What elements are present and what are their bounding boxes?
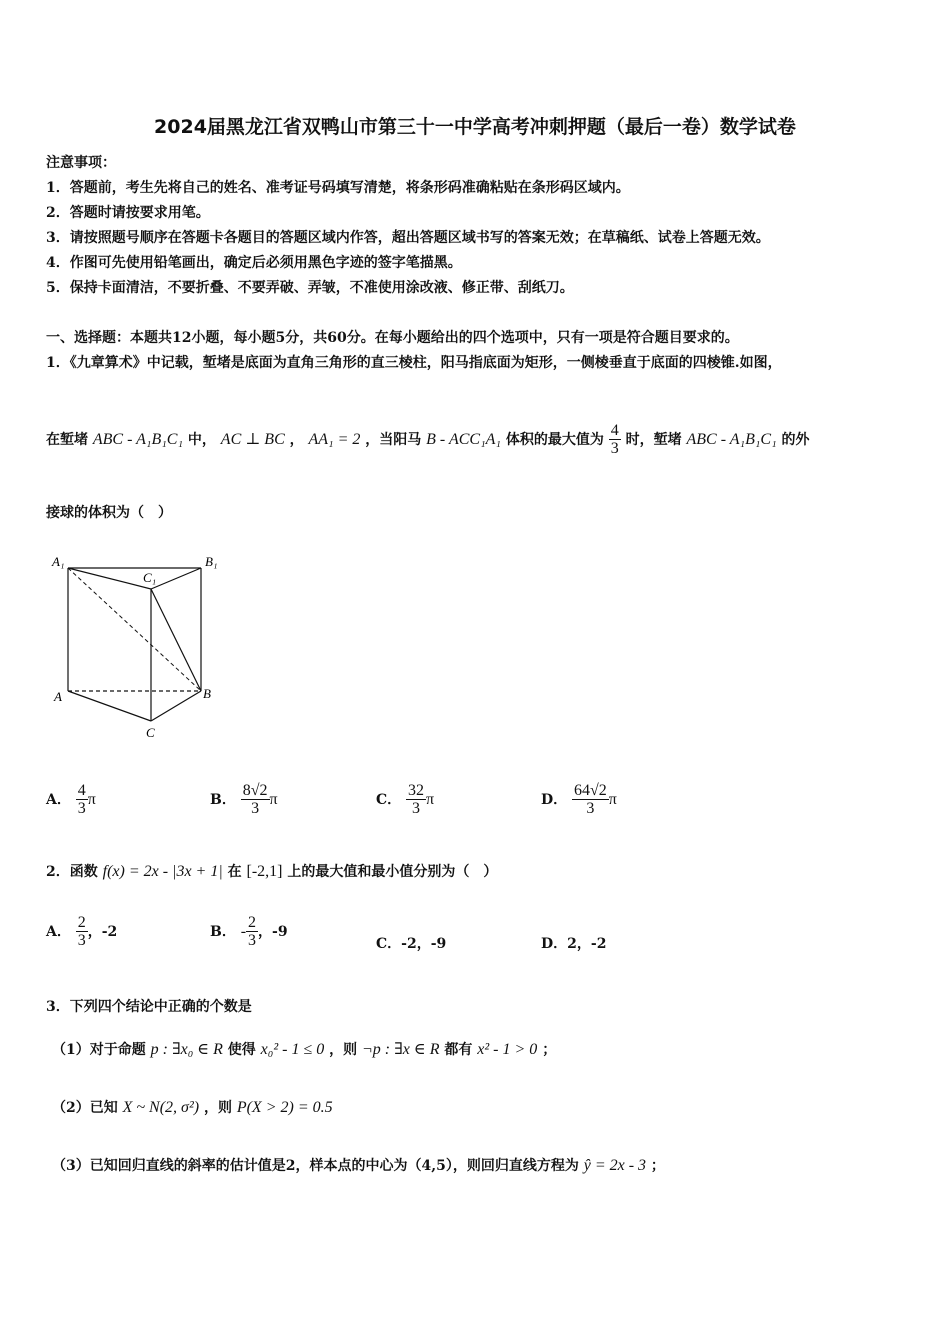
pi-symbol: π	[608, 791, 617, 808]
q1-option-b[interactable]	[210, 776, 278, 824]
label-b1: B₁	[205, 554, 218, 569]
notice-item: 2．答题时请按要求用笔。	[46, 205, 210, 221]
q2-text: 2．函数	[46, 864, 98, 880]
pi-symbol: π	[87, 791, 96, 808]
q2-stem	[46, 852, 497, 892]
label-a1: A₁	[52, 554, 65, 569]
label-b: B	[203, 686, 211, 701]
edge-cb	[151, 691, 201, 721]
option-den: 3	[248, 932, 257, 949]
q3-text: ；	[650, 1158, 665, 1174]
q3-math: x₀² - 1 ≤ 0	[260, 1041, 325, 1058]
q1-option-a[interactable]	[46, 776, 96, 824]
option-num: 32	[408, 782, 425, 799]
label-a: A	[54, 689, 62, 704]
option-rest: ，-2	[87, 924, 118, 940]
diag-a1b-hidden	[68, 568, 201, 691]
option-num: 8√2	[242, 782, 268, 799]
q3-math: P(X > 2) = 0.5	[236, 1099, 333, 1116]
q2-option-d[interactable]: D．2，-2	[541, 936, 607, 952]
edge-ac	[68, 691, 151, 721]
q1-text: 中，	[187, 432, 216, 448]
page-title: 2024届黑龙江省双鸭山市第三十一中学高考冲刺押题（最后一卷）数学试卷	[154, 116, 796, 138]
pi-symbol: π	[269, 791, 278, 808]
option-den: 3	[77, 800, 86, 817]
option-letter: A．	[46, 792, 71, 808]
edge-c1b1	[151, 568, 201, 589]
q1-math-prism-2: ABC - A₁B₁C₁	[686, 431, 777, 448]
q2-text: 上的最大值和最小值分别为（ ）	[287, 864, 498, 880]
option-letter: D．	[541, 792, 568, 808]
notice-item: 3．请按照题号顺序在答题卡各题目的答题区域内作答，超出答题区域书写的答案无效；在草稿纸、试卷上答题无效。	[46, 230, 770, 246]
pi-symbol: π	[426, 791, 435, 808]
option-fraction	[246, 915, 258, 949]
q3-math: p : ∃x₀ ∈ R	[150, 1041, 223, 1058]
q3-stem: 3．下列四个结论中正确的个数是	[46, 999, 252, 1015]
edge-a1c1	[68, 568, 151, 589]
q3-statement-2	[52, 1090, 333, 1126]
q1-fraction-num: 4	[610, 422, 619, 439]
q2-option-c[interactable]: C．-2，-9	[376, 936, 447, 952]
q3-text: 使得	[227, 1042, 256, 1058]
q1-text: 的外	[781, 432, 810, 448]
label-c: C	[146, 725, 155, 740]
q2-math-interval: [-2,1]	[246, 863, 283, 880]
q1-text: ，	[289, 432, 304, 448]
option-den: 3	[586, 800, 595, 817]
q3-math: ¬p : ∃x ∈ R	[362, 1041, 440, 1058]
option-den: 3	[412, 800, 421, 817]
q1-math-prism: ABC - A₁B₁C₁	[92, 431, 184, 448]
option-letter: C．	[376, 792, 402, 808]
q1-text: 在堑堵	[46, 432, 88, 448]
option-den: 3	[251, 800, 260, 817]
option-letter: A．	[46, 924, 71, 940]
q3-math: x² - 1 > 0	[477, 1041, 538, 1058]
q3-math: ŷ = 2x - 3	[583, 1157, 647, 1174]
q1-math-pyramid: B - ACC₁A₁	[426, 431, 501, 448]
option-fraction	[76, 783, 88, 817]
option-rest: ，-9	[258, 924, 288, 940]
notice-item: 5．保持卡面清洁，不要折叠、不要弄破、弄皱，不准使用涂改液、修正带、刮纸刀。	[46, 280, 574, 296]
option-letter: B．	[210, 792, 236, 808]
option-sign: -	[240, 923, 247, 940]
q3-statement-1	[52, 1032, 556, 1068]
option-num: 2	[248, 914, 257, 931]
label-c1: C₁	[143, 570, 157, 585]
notice-item: 1．答题前，考生先将自己的姓名、准考证号码填写清楚，将条形码准确粘贴在条形码区域内。	[46, 180, 630, 196]
notice-heading: 注意事项：	[46, 155, 116, 171]
section-heading: 一、选择题：本题共12小题，每小题5分，共60分。在每小题给出的四个选项中，只有一项是符合题目要求的。	[46, 330, 739, 346]
q2-math-function: f(x) = 2x - |3x + 1|	[102, 863, 223, 880]
q1-text: 时，堑堵	[625, 432, 682, 448]
option-fraction	[241, 783, 270, 817]
q3-text: （1）对于命题	[52, 1042, 146, 1058]
q1-fraction-den: 3	[610, 440, 619, 457]
option-num: 4	[77, 782, 86, 799]
q3-text: ，则	[329, 1042, 358, 1058]
option-num: 2	[77, 914, 86, 931]
q3-text: （2）已知	[52, 1100, 118, 1116]
q3-statement-3	[52, 1148, 665, 1184]
q3-math: X ~ N(2, σ²)	[122, 1099, 200, 1116]
q1-stem: 1．《九章算术》中记载，堑堵是底面为直角三角形的直三棱柱，阳马指底面为矩形，一侧棱垂直于底面的四棱锥.如图，	[46, 355, 782, 371]
q2-text: 在	[227, 864, 242, 880]
option-den: 3	[77, 932, 86, 949]
q1-stem-end: 接球的体积为（ ）	[46, 505, 172, 521]
option-num: 64√2	[574, 782, 607, 799]
q1-text: ，当阳马	[365, 432, 422, 448]
option-fraction	[76, 915, 88, 949]
option-fraction	[572, 783, 609, 817]
prism-figure	[44, 548, 234, 748]
q1-option-c[interactable]	[376, 776, 434, 824]
q1-text: 体积的最大值为	[505, 432, 604, 448]
q1-math-perp: AC ⊥ BC	[220, 431, 285, 448]
notice-item: 4．作图可先使用铅笔画出，确定后必须用黑色字迹的签字笔描黑。	[46, 255, 462, 271]
diag-c1b	[151, 589, 201, 691]
q2-option-a[interactable]	[46, 908, 117, 956]
q1-math-aa1: AA₁ = 2	[308, 431, 361, 448]
option-letter: B．	[210, 924, 236, 940]
q3-text: （3）已知回归直线的斜率的估计值是2，样本点的中心为（4,5），则回归直线方程为	[52, 1158, 579, 1174]
q3-text: ，则	[203, 1100, 232, 1116]
q2-option-b[interactable]	[210, 908, 288, 956]
option-fraction	[406, 783, 426, 817]
q1-condition-line	[46, 416, 810, 464]
q1-fraction	[609, 423, 621, 457]
q3-text: ；	[542, 1042, 557, 1058]
q3-text: 都有	[444, 1042, 473, 1058]
q1-option-d[interactable]	[541, 776, 617, 824]
